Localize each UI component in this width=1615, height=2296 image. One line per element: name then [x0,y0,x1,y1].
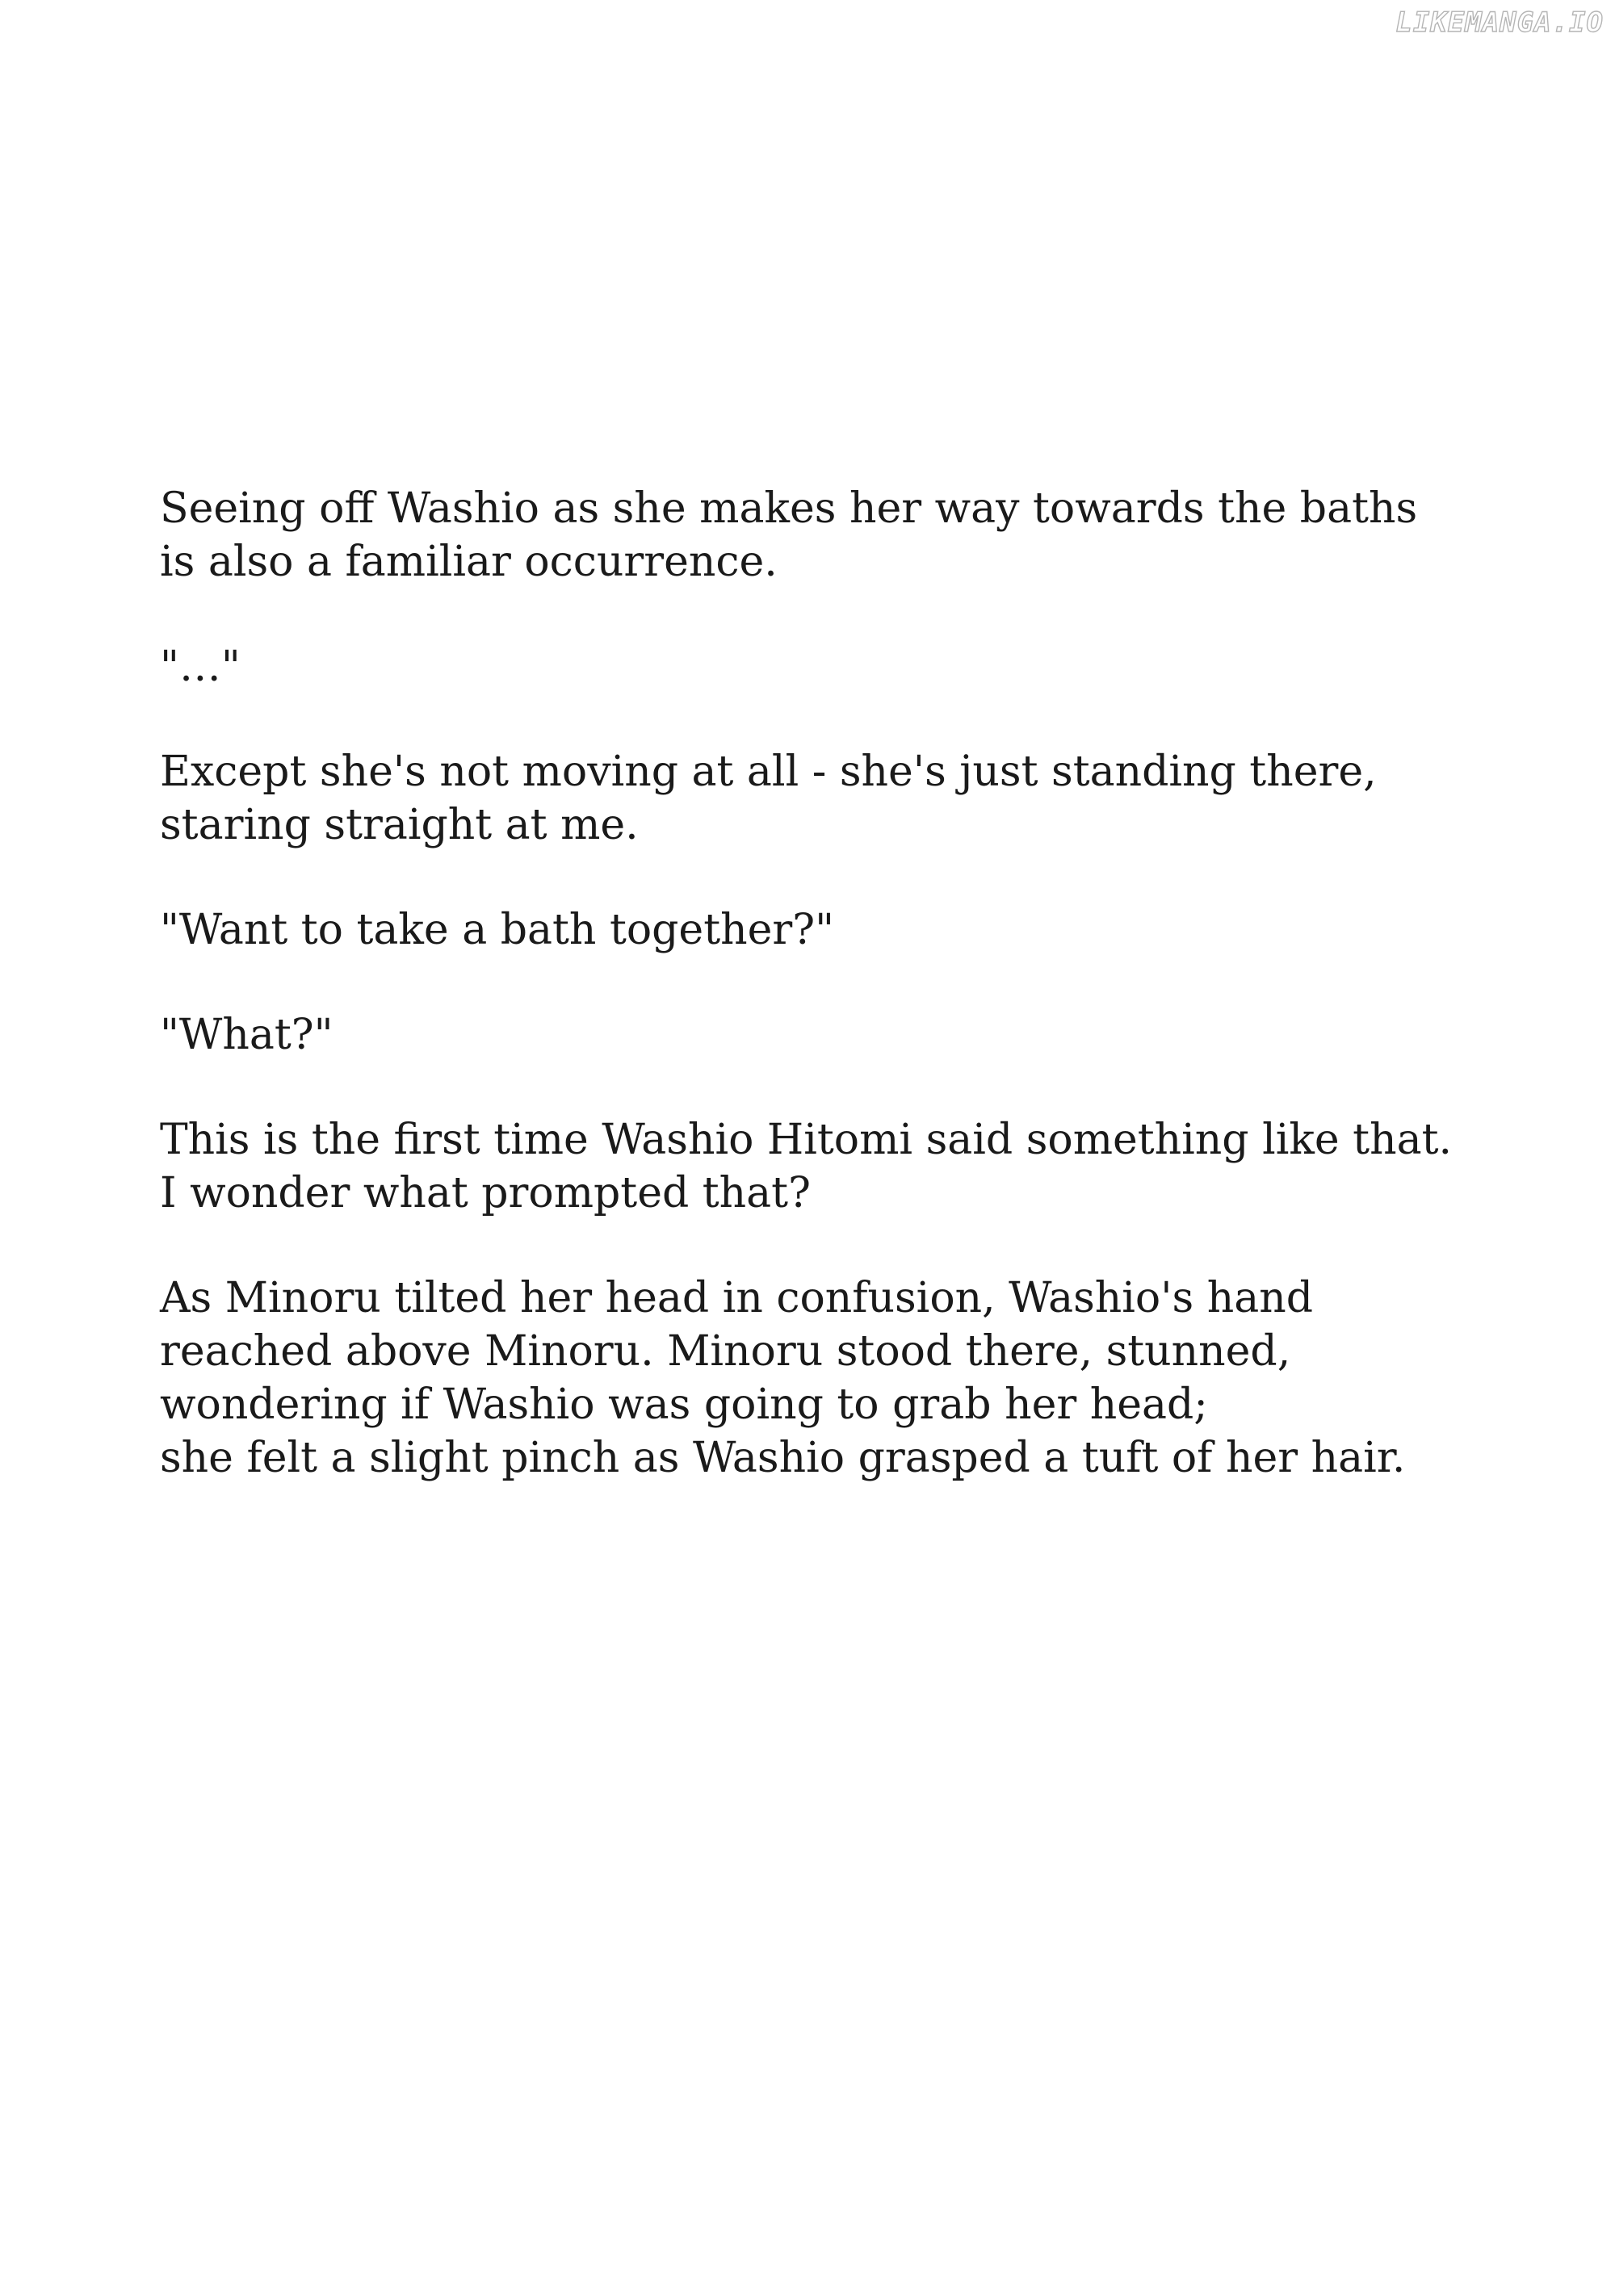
text-line: As Minoru tilted her head in confusion, Washio's hand [160,1274,1313,1322]
text-line: "What?" [160,1011,333,1059]
text-line: wondering if Washio was going to grab her head; [160,1381,1208,1429]
text-line: "Want to take a bath together?" [160,906,835,954]
text-line: "…" [160,643,241,691]
paragraph [160,903,1492,957]
watermark-logo: LIKEMANGA.IO [1395,6,1604,39]
text-line: is also a familiar occurrence. [160,538,778,586]
paragraph [160,745,1492,852]
text-line: I wonder what prompted that? [160,1169,811,1217]
text-line: This is the first time Washio Hitomi said something like that. [160,1116,1452,1164]
text-line: Seeing off Washio as she makes her way towards the baths [160,484,1418,533]
paragraph [160,640,1492,693]
text-line: reached above Minoru. Minoru stood there, stunned, [160,1327,1291,1376]
page-text [160,482,1492,1536]
paragraph [160,1008,1492,1062]
paragraph [160,1113,1492,1220]
text-line: Except she's not moving at all - she's just standing there, [160,748,1377,796]
text-line: she felt a slight pinch as Washio grasped a tuft of her hair. [160,1434,1406,1482]
text-line: staring straight at me. [160,801,639,849]
paragraph [160,482,1492,589]
paragraph [160,1272,1492,1485]
